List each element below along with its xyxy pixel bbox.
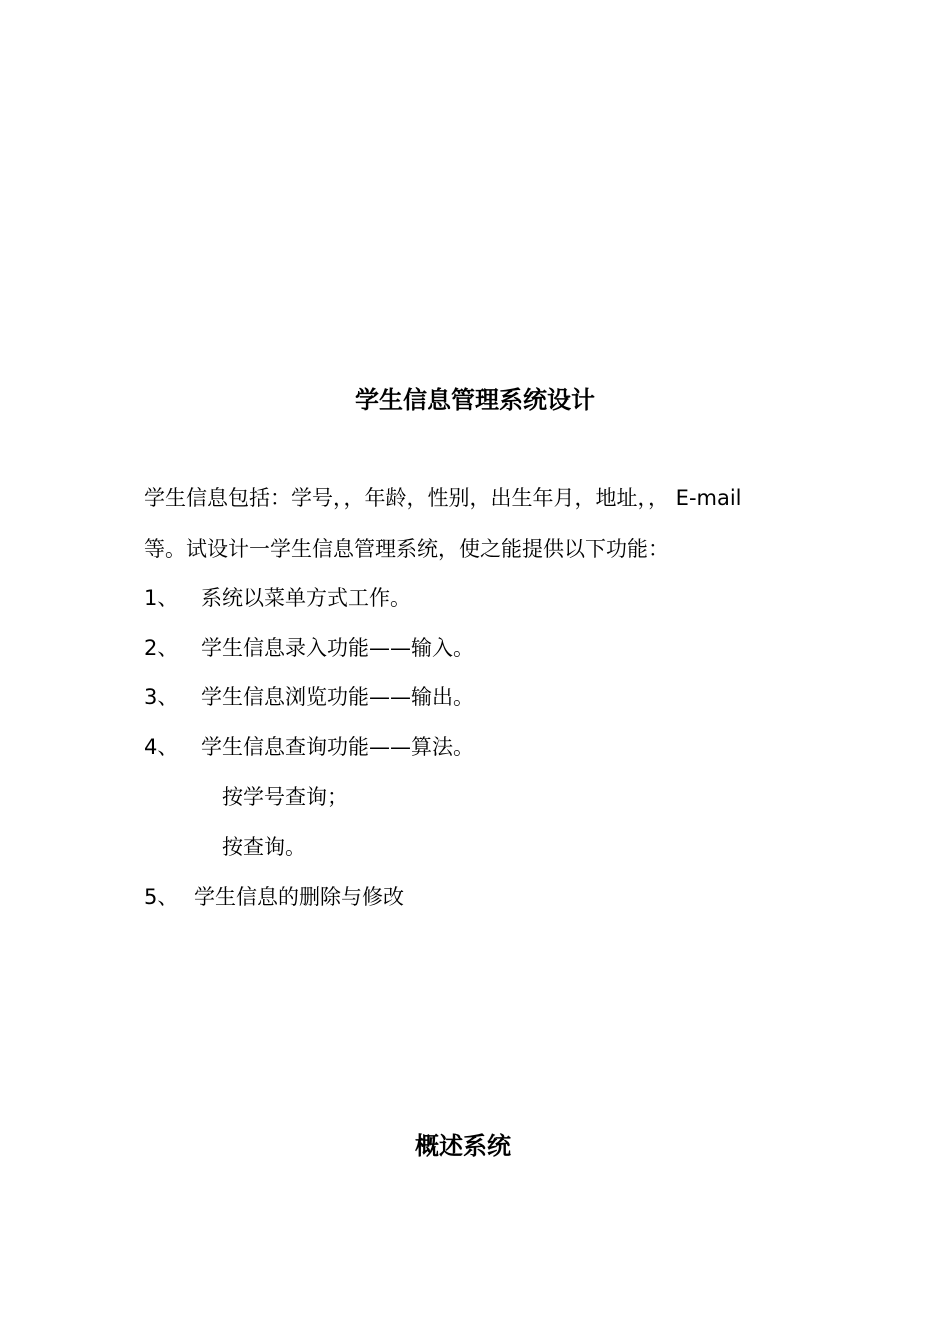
list-item-text: 学生信息的删除与修改 bbox=[194, 885, 404, 909]
sub-item-query: 按查询。 bbox=[222, 835, 306, 859]
list-item-number: 1、 bbox=[144, 586, 179, 610]
sub-item-query-by-id: 按学号查询； bbox=[222, 785, 348, 809]
list-item-5 bbox=[144, 884, 404, 910]
list-item-2 bbox=[144, 635, 474, 661]
list-item-text: 学生信息浏览功能——输出。 bbox=[201, 685, 474, 709]
list-item-text: 系统以菜单方式工作。 bbox=[201, 586, 411, 610]
intro-line-1: 学生信息包括：学号，，年龄，性别，出生年月，地址，， E-mail bbox=[144, 486, 742, 510]
list-item-1 bbox=[144, 585, 411, 611]
list-item-number: 4、 bbox=[144, 735, 179, 759]
list-item-3 bbox=[144, 684, 474, 710]
list-item-number: 5、 bbox=[144, 885, 179, 909]
list-item-number: 3、 bbox=[144, 685, 179, 709]
intro-line-2: 等。试设计一学生信息管理系统，使之能提供以下功能： bbox=[144, 537, 669, 561]
list-item-4 bbox=[144, 734, 474, 760]
list-item-text: 学生信息查询功能——算法。 bbox=[201, 735, 474, 759]
list-item-text: 学生信息录入功能——输入。 bbox=[201, 636, 474, 660]
list-item-number: 2、 bbox=[144, 636, 179, 660]
section-title: 概述系统 bbox=[415, 1132, 511, 1160]
document-title: 学生信息管理系统设计 bbox=[355, 386, 595, 414]
